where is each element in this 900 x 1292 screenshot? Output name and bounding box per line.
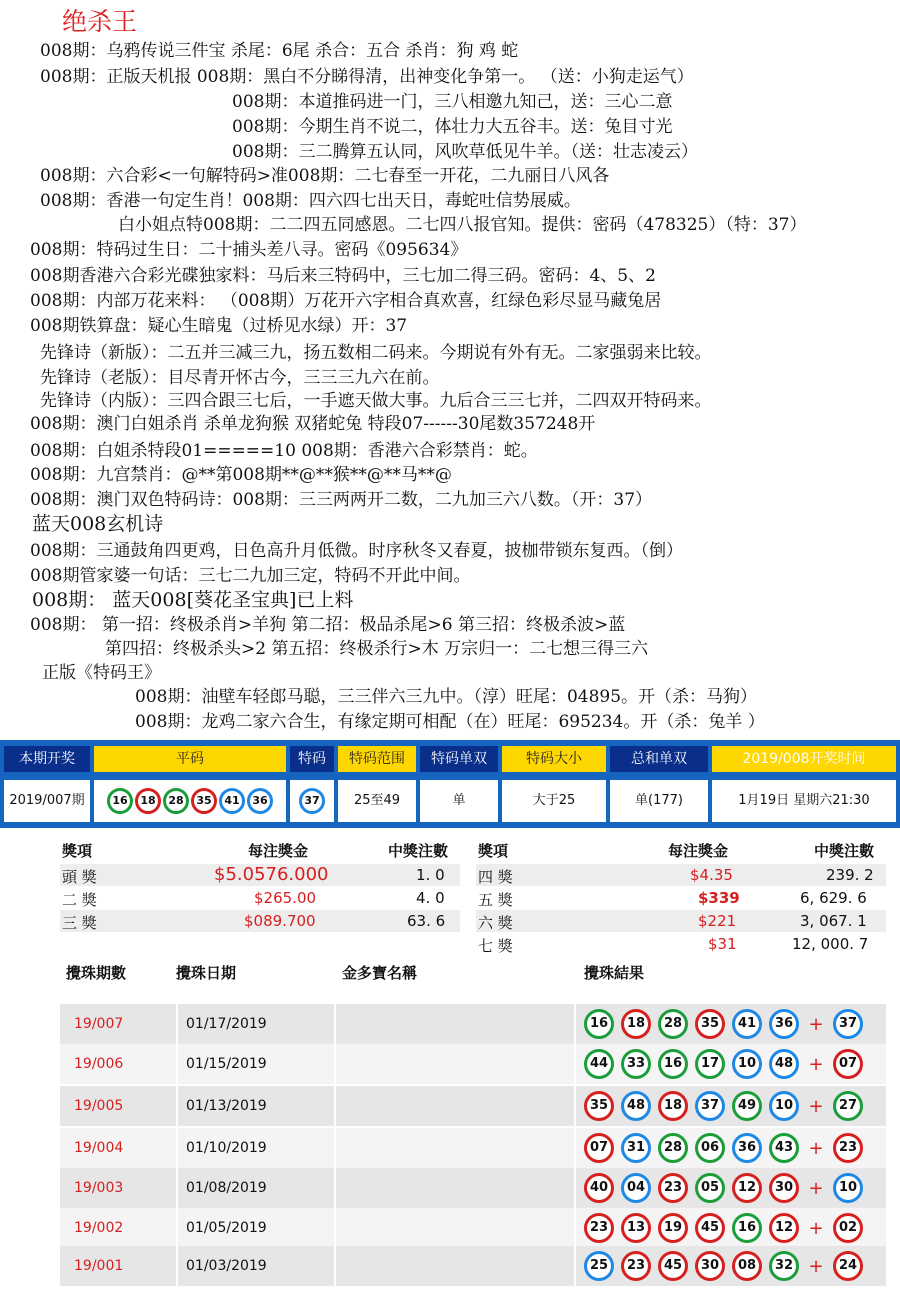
jackpot-name	[336, 1044, 574, 1084]
lottery-ball: 30	[695, 1251, 725, 1281]
header-current-draw: 本期开奖	[4, 746, 90, 772]
special-size: 大于25	[502, 780, 606, 822]
lottery-ball: 32	[769, 1251, 799, 1281]
text-line: 008期：三通鼓角四更鸡，日色高升月低微。时序秋冬又春夏，披枷带锁东复西。（倒）	[30, 541, 683, 561]
draw-result	[576, 1004, 886, 1044]
draw-date: 01/15/2019	[178, 1044, 334, 1084]
prize-header-amount: 每注獎金	[248, 842, 309, 860]
plus-icon: +	[808, 1255, 824, 1277]
text-line: 先锋诗（老版）：目尽青开怀古今，三三三九六在前。	[40, 368, 440, 388]
lottery-ball: 37	[695, 1091, 725, 1121]
page-title: 绝杀王	[62, 7, 138, 36]
lottery-ball: 12	[769, 1213, 799, 1243]
lottery-ball: 07	[584, 1133, 614, 1163]
lottery-ball: 19	[658, 1213, 688, 1243]
history-header-result: 攪珠結果	[584, 964, 645, 982]
table-row	[60, 1208, 886, 1248]
special-ball: 37	[833, 1009, 863, 1039]
header-special-size: 特码大小	[502, 746, 606, 772]
lottery-ball: 45	[658, 1251, 688, 1281]
plus-icon: +	[808, 1217, 824, 1239]
lottery-ball: 45	[695, 1213, 725, 1243]
draw-date: 01/17/2019	[178, 1004, 334, 1044]
text-line: 008期：正版天机报 008期：黑白不分睇得清，出神变化争第一。 （送：小狗走运气）	[40, 67, 694, 87]
text-line: 008期：本道推码进一门，三八相邀九知己，送：三心二意	[232, 92, 673, 112]
prize-name: 三 獎	[62, 914, 97, 932]
lottery-ball: 18	[135, 788, 161, 814]
special-ball: 24	[833, 1251, 863, 1281]
text-line: 008期：澳门双色特码诗：008期：三三两两开二数，二九加三六八数。（开：37）	[30, 490, 653, 510]
history-header-date: 攪珠日期	[176, 964, 237, 982]
text-line: 008期：香港一句定生肖！008期：四六四七出天日，毒蛇吐信势展威。	[40, 191, 581, 211]
plus-icon: +	[808, 1137, 824, 1159]
text-line: 008期铁算盘：疑心生暗鬼（过桥见水绿）开：37	[30, 316, 408, 336]
draw-period: 19/002	[60, 1208, 176, 1248]
draw-period: 19/006	[60, 1044, 176, 1084]
jackpot-name	[336, 1004, 574, 1044]
history-header-name: 金多寶名稱	[342, 964, 418, 982]
prize-name: 五 獎	[478, 891, 513, 909]
lottery-ball: 06	[695, 1133, 725, 1163]
text-line: 正版《特码王》	[42, 663, 161, 683]
text-line: 008期：油壁车轻郎马聪，三三伴六三九中。（淳）旺尾：04895。开（杀：马狗）	[135, 687, 758, 707]
lottery-ball: 36	[732, 1133, 762, 1163]
draw-result	[576, 1246, 886, 1286]
prize-count: 6, 629. 6	[800, 889, 867, 907]
jackpot-name	[336, 1246, 574, 1286]
special-ball: 02	[833, 1213, 863, 1243]
prize-count: 12, 000. 7	[792, 935, 869, 953]
history-header-period: 攪珠期數	[66, 964, 127, 982]
text-line: 008期：三二腾算五认同，风吹草低见牛羊。（送：壮志凌云）	[232, 142, 698, 162]
text-line: 008期：澳门白姐杀肖 杀单龙狗猴 双猪蛇兔 特段07------30尾数357248开	[30, 414, 596, 434]
special-odd-even: 单	[420, 780, 498, 822]
draw-date: 01/08/2019	[178, 1168, 334, 1208]
jackpot-name	[336, 1168, 574, 1208]
lottery-ball: 48	[769, 1049, 799, 1079]
draw-result	[576, 1044, 886, 1084]
table-row	[60, 1246, 886, 1286]
section-heading: 008期： 蓝天008[葵花圣宝典]已上料	[32, 589, 354, 611]
draw-date: 01/10/2019	[178, 1128, 334, 1168]
lottery-ball: 16	[658, 1049, 688, 1079]
prize-amount: $221	[698, 912, 737, 930]
lottery-ball: 08	[732, 1251, 762, 1281]
table-row	[60, 1086, 886, 1126]
text-line: 008期香港六合彩光碟独家料：马后来三特码中，三七加二得三码。密码：4、5、2	[30, 266, 656, 286]
lottery-ball: 41	[732, 1009, 762, 1039]
lottery-ball: 25	[584, 1251, 614, 1281]
text-line: 008期：六合彩<一句解特码>准008期：二七春至一开花，二九丽日八风各	[40, 166, 610, 186]
lottery-ball: 12	[732, 1173, 762, 1203]
lottery-ball: 35	[584, 1091, 614, 1121]
lottery-ball: 43	[769, 1133, 799, 1163]
lottery-ball: 28	[658, 1133, 688, 1163]
lottery-ball: 16	[732, 1213, 762, 1243]
lottery-ball: 49	[732, 1091, 762, 1121]
prize-header-name: 獎項	[478, 842, 509, 860]
text-line: 008期：白姐杀特段01=====10 008期：香港六合彩禁肖：蛇。	[30, 441, 538, 461]
lottery-ball: 30	[769, 1173, 799, 1203]
table-row	[60, 1168, 886, 1208]
section-heading: 蓝天008玄机诗	[32, 513, 164, 535]
draw-result	[576, 1128, 886, 1168]
table-row	[60, 1128, 886, 1168]
draw-period: 19/007	[60, 1004, 176, 1044]
lottery-ball: 04	[621, 1173, 651, 1203]
prize-name: 二 獎	[62, 891, 97, 909]
header-special-number: 特码	[290, 746, 334, 772]
prize-name: 四 獎	[478, 868, 513, 886]
jackpot-name	[336, 1086, 574, 1126]
draw-date: 01/03/2019	[178, 1246, 334, 1286]
lottery-ball: 05	[695, 1173, 725, 1203]
prize-header-count: 中獎注數	[814, 842, 875, 860]
header-regular-numbers: 平码	[94, 746, 286, 772]
prize-amount: $265.00	[254, 889, 317, 907]
header-sum-odd-even: 总和单双	[610, 746, 708, 772]
prize-header-count: 中獎注數	[388, 842, 449, 860]
lottery-ball: 23	[621, 1251, 651, 1281]
header-next-draw-time: 2019/008开奖时间	[712, 746, 896, 772]
prize-count: 63. 6	[407, 912, 446, 930]
prize-amount: $5.0576.000	[214, 864, 329, 885]
lottery-ball: 44	[584, 1049, 614, 1079]
text-line: 008期：特码过生日：二十捕头差八寻。密码《095634》	[30, 240, 468, 260]
table-row	[60, 1044, 886, 1084]
prize-count: 3, 067. 1	[800, 912, 867, 930]
text-line: 008期：九宫禁肖：@**第008期**@**猴**@**马**@	[30, 465, 452, 485]
draw-date: 01/13/2019	[178, 1086, 334, 1126]
text-line: 008期： 第一招：终极杀肖>羊狗 第二招：极品杀尾>6 第三招：终极杀波>蓝	[30, 615, 626, 635]
special-ball: 27	[833, 1091, 863, 1121]
text-line: 008期：今期生肖不说二，体壮力大五谷丰。送：兔目寸光	[232, 117, 673, 137]
lottery-ball: 40	[584, 1173, 614, 1203]
prize-name: 七 獎	[478, 937, 513, 955]
plus-icon: +	[808, 1013, 824, 1035]
lottery-ball: 35	[191, 788, 217, 814]
lottery-ball: 13	[621, 1213, 651, 1243]
prize-count: 1. 0	[416, 866, 445, 884]
lottery-ball: 23	[584, 1213, 614, 1243]
text-line: 白小姐点特008期：二二四五同感恩。二七四八报官知。提供：密码（478325）（特：37）	[118, 215, 807, 235]
special-range: 25至49	[338, 780, 416, 822]
lottery-ball: 31	[621, 1133, 651, 1163]
next-draw-time: 1月19日 星期六21:30	[712, 780, 896, 822]
results-panel	[0, 740, 900, 828]
lottery-ball: 10	[732, 1049, 762, 1079]
sum-odd-even: 单(177)	[610, 780, 708, 822]
prize-count: 4. 0	[416, 889, 445, 907]
draw-period: 19/004	[60, 1128, 176, 1168]
lottery-ball: 18	[658, 1091, 688, 1121]
lottery-ball: 28	[163, 788, 189, 814]
lottery-ball: 36	[769, 1009, 799, 1039]
special-ball: 37	[299, 788, 325, 814]
lottery-ball: 35	[695, 1009, 725, 1039]
lottery-ball: 17	[695, 1049, 725, 1079]
lottery-ball: 16	[584, 1009, 614, 1039]
draw-period: 19/003	[60, 1168, 176, 1208]
draw-result	[576, 1168, 886, 1208]
text-line: 先锋诗（新版）：二五并三减三九，扬五数相二码来。今期说有外有无。二家强弱来比较。	[40, 343, 712, 363]
prize-name: 頭 獎	[62, 868, 97, 886]
lottery-ball: 36	[247, 788, 273, 814]
draw-result	[576, 1208, 886, 1248]
text-line: 008期：内部万花来料： （008期）万花开六字相合真欢喜，红绿色彩尽显马藏兔居	[30, 291, 662, 311]
lottery-ball: 48	[621, 1091, 651, 1121]
current-period: 2019/007期	[4, 780, 90, 822]
text-line: 先锋诗（内版）：三四合跟三七后，一手遮天做大事。九后合三三七并，二四双开特码来。	[40, 391, 712, 411]
plus-icon: +	[808, 1177, 824, 1199]
header-special-range: 特码范围	[338, 746, 416, 772]
lottery-ball: 28	[658, 1009, 688, 1039]
text-line: 008期：龙鸡二家六合生，有缘定期可相配（在）旺尾：695234。开（杀：兔羊 ）	[135, 712, 765, 732]
lottery-ball: 33	[621, 1049, 651, 1079]
jackpot-name	[336, 1208, 574, 1248]
prize-header-name: 獎項	[62, 842, 93, 860]
regular-balls	[94, 780, 286, 822]
draw-period: 19/001	[60, 1246, 176, 1286]
lottery-ball: 23	[658, 1173, 688, 1203]
text-line: 008期管家婆一句话：三七二九加三定，特码不开此中间。	[30, 566, 471, 586]
lottery-ball: 10	[769, 1091, 799, 1121]
draw-date: 01/05/2019	[178, 1208, 334, 1248]
prize-amount: $4.35	[690, 866, 733, 884]
header-special-odd-even: 特码单双	[420, 746, 498, 772]
special-ball: 07	[833, 1049, 863, 1079]
text-line: 第四招：终极杀头>2 第五招：终极杀行>木 万宗归一：二七想三得三六	[105, 639, 649, 659]
draw-period: 19/005	[60, 1086, 176, 1126]
lottery-ball: 41	[219, 788, 245, 814]
lottery-ball: 18	[621, 1009, 651, 1039]
table-row	[60, 1004, 886, 1044]
jackpot-name	[336, 1128, 574, 1168]
prize-amount: $31	[708, 935, 737, 953]
prize-amount: $339	[698, 889, 740, 907]
text-line: 008期：乌鸦传说三件宝 杀尾：6尾 杀合：五合 杀肖：狗 鸡 蛇	[40, 41, 519, 61]
prize-count: 239. 2	[826, 866, 874, 884]
draw-result	[576, 1086, 886, 1126]
plus-icon: +	[808, 1095, 824, 1117]
prize-name: 六 獎	[478, 914, 513, 932]
lottery-ball: 16	[107, 788, 133, 814]
plus-icon: +	[808, 1053, 824, 1075]
prize-amount: $089.700	[244, 912, 316, 930]
special-ball: 10	[833, 1173, 863, 1203]
special-ball-cell	[290, 780, 334, 822]
prize-header-amount: 每注獎金	[668, 842, 729, 860]
special-ball: 23	[833, 1133, 863, 1163]
